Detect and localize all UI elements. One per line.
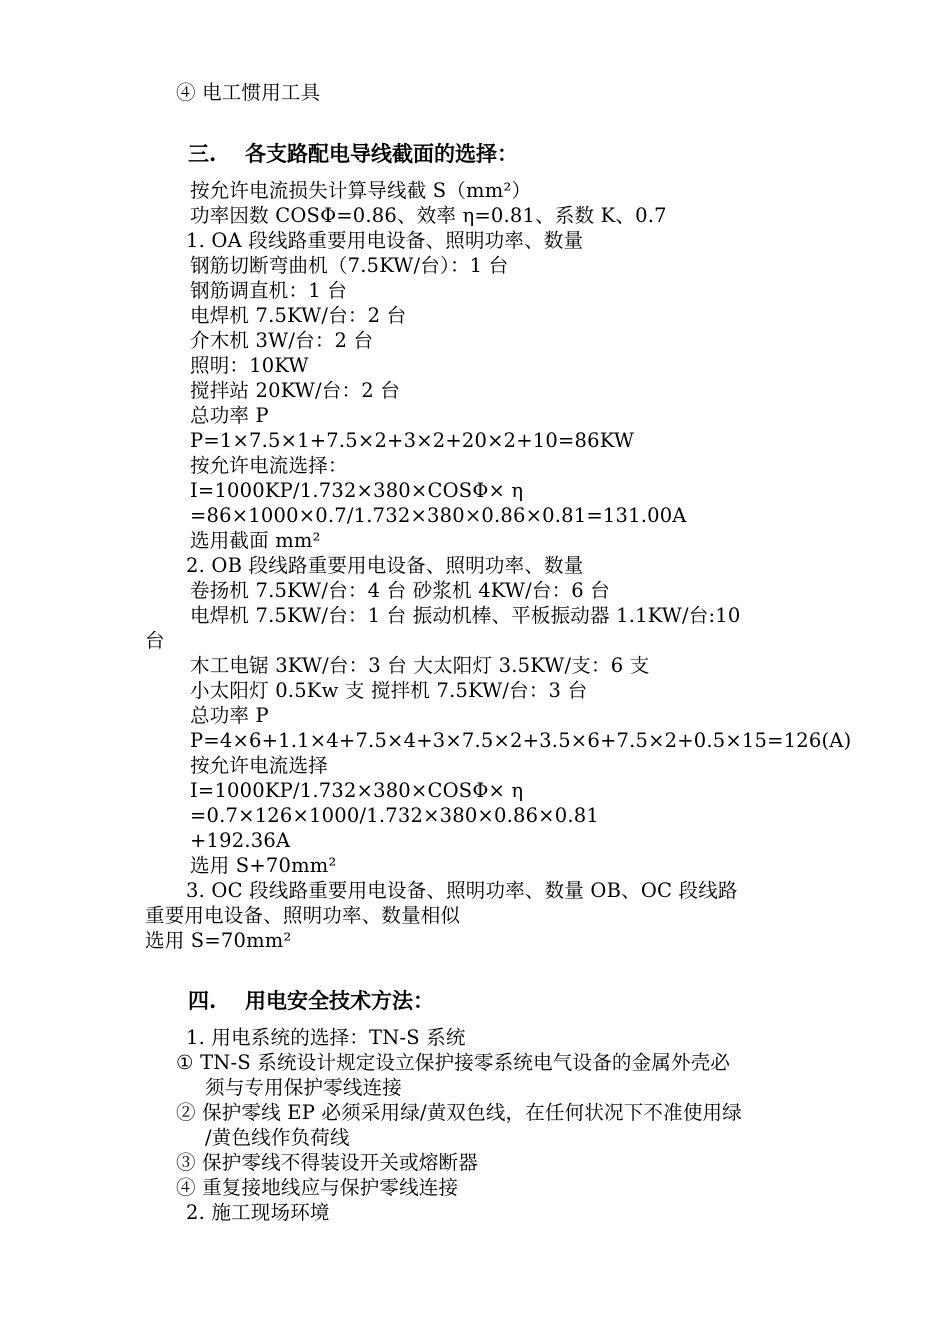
- list-item: ② 保护零线 EP 必须采用绿/黄双色线，在任何状况下不准使用绿: [176, 1101, 742, 1124]
- text-line: 1. 用电系统的选择：TN-S 系统: [186, 1026, 466, 1049]
- text-line: 总功率 P: [190, 704, 269, 727]
- text-line: 功率因数 COSΦ=0.86、效率 η=0.81、系数 K、0.7: [190, 204, 667, 227]
- section-4-number: 四.: [188, 988, 217, 1013]
- text-line: 搅拌站 20KW/台：2 台: [190, 379, 400, 402]
- text-line: 介木机 3W/台：2 台: [190, 329, 374, 352]
- tool-list-item: ④ 电工惯用工具: [176, 81, 321, 104]
- text-line: 电焊机 7.5KW/台：2 台: [190, 304, 407, 327]
- formula-line: P=4×6+1.1×4+7.5×4+3×7.5×2+3.5×6+7.5×2+0.5×15=126(A): [190, 729, 852, 752]
- formula-line: I=1000KP/1.732×380×COSΦ× η: [190, 779, 524, 802]
- text-line: 小太阳灯 0.5Kw 支 搅拌机 7.5KW/台：3 台: [190, 679, 588, 702]
- section-3-heading: [188, 140, 518, 168]
- text-line: 选用 S=70mm²: [145, 929, 292, 952]
- list-item: ③ 保护零线不得装设开关或熔断器: [176, 1151, 478, 1174]
- text-line: 2. 施工现场环境: [186, 1201, 330, 1224]
- text-line: 台: [145, 629, 165, 652]
- list-item-continuation: /黄色线作负荷线: [205, 1126, 350, 1149]
- text-line: 按允许电流损失计算导线截 S（mm²）: [190, 179, 532, 202]
- text-line: 木工电锯 3KW/台：3 台 大太阳灯 3.5KW/支：6 支: [190, 654, 650, 677]
- text-line: 重要用电设备、照明功率、数量相似: [145, 904, 461, 927]
- formula-line: =0.7×126×1000/1.732×380×0.86×0.81: [190, 804, 599, 827]
- text-line: 照明：10KW: [190, 354, 309, 377]
- text-line: 选用截面 mm²: [190, 529, 321, 552]
- text-line: 选用 S+70mm²: [190, 854, 337, 877]
- formula-line: P=1×7.5×1+7.5×2+3×2+20×2+10=86KW: [190, 429, 635, 452]
- formula-line: +192.36A: [190, 829, 291, 852]
- list-item: ① TN-S 系统设计规定设立保护接零系统电气设备的金属外壳必: [176, 1051, 731, 1074]
- list-item-continuation: 须与专用保护零线连接: [205, 1076, 403, 1099]
- text-line: 总功率 P: [190, 404, 269, 427]
- section-4-title: 用电安全技术方法：: [245, 988, 434, 1013]
- section-3-title: 各支路配电导线截面的选择：: [245, 141, 518, 166]
- text-line: 电焊机 7.5KW/台：1 台 振动机棒、平板振动器 1.1KW/台:10: [190, 604, 741, 627]
- text-line: 钢筋切断弯曲机（7.5KW/台）：1 台: [190, 254, 509, 277]
- list-item: ④ 重复接地线应与保护零线连接: [176, 1176, 459, 1199]
- text-line: 1. OA 段线路重要用电设备、照明功率、数量: [186, 229, 584, 252]
- text-line: 3. OC 段线路重要用电设备、照明功率、数量 OB、OC 段线路: [186, 879, 738, 902]
- text-line: 按允许电流选择：: [190, 454, 348, 477]
- text-line: 卷扬机 7.5KW/台：4 台 砂浆机 4KW/台：6 台: [190, 579, 610, 602]
- section-3-number: 三.: [188, 141, 217, 166]
- text-line: 2. OB 段线路重要用电设备、照明功率、数量: [186, 554, 584, 577]
- section-4-heading: [188, 987, 434, 1015]
- formula-line: I=1000KP/1.732×380×COSΦ× η: [190, 479, 524, 502]
- text-line: 钢筋调直机：1 台: [190, 279, 347, 302]
- text-line: 按允许电流选择: [190, 754, 328, 777]
- formula-line: =86×1000×0.7/1.732×380×0.86×0.81=131.00A: [190, 504, 687, 527]
